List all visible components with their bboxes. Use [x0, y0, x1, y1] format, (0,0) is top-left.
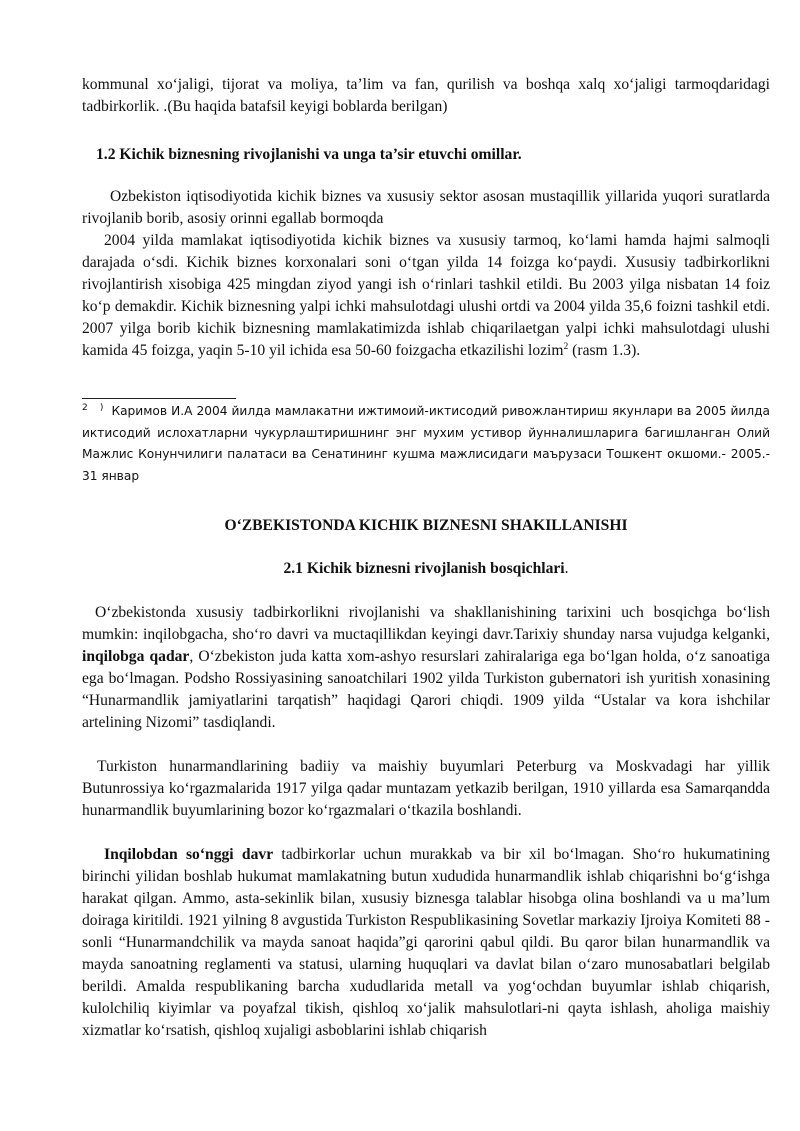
chapter-title: O‘ZBEKISTONDA KICHIK BIZNESNI SHAKILLANISHI [224, 517, 628, 534]
footnote-reference: 2 [563, 341, 569, 352]
paragraph-3-bold-phrase: Inqilobdan so‘nggi davr [104, 846, 274, 863]
footnote-number: 2 [82, 402, 88, 413]
intro-continuation-paragraph: kommunal xo‘jaligi, tijorat va moliya, ta’lim va fan, qurilish va boshqa xalq xo‘jaligi tarmoqdaridagi tadbirkorlik. .(Bu haqida batafsil keyigi boblarda berilgan) [82, 76, 770, 115]
section-2-1-heading [82, 558, 770, 580]
paragraph-2-tail: (rasm 1.3). [568, 342, 641, 359]
section-2-1-paragraph-2: Turkiston hunarmandlarining badiiy va maishiy buyumlari Peterburg va Moskvadagi har yillik Butunrossiya ko‘rgazmalarida 1917 yilga qadar muntazam yetkazib berilgan, 1910 yillarda esa Samarqandda hunarmandlik buyumlarining bozor ko‘rgazmalari o‘tkazila boshlandi. [82, 758, 770, 819]
paragraph-1-bold-phrase: inqilobga qadar [82, 648, 190, 665]
footnote-text: Каримов И.А 2004 йилда мамлакатни ижтимоий-иктисодий ривожлантириш якунлари ва 2005 йилда иктисодий ислохатларни чукурлаштиришнинг энг мухим устивор йунналишларига багишланган Олий Мажлис Конунчилиги палатаси ва Сенатининг кушма мажлисидаги маърузаси Тошкент окшоми.- 2005.- 31 январ [82, 404, 771, 483]
section-1-2-paragraph-1: Ozbekiston iqtisodiyotida kichik biznes va xususiy sektor asosan mustaqillik yillarida yuqori suratlarda rivojlanib borib, asosiy orinni egallab bormoqda [82, 188, 770, 227]
footnote-separator [82, 398, 236, 399]
paragraph-1-part-b: , O‘zbekiston juda katta xom-ashyo resurslari zahiralariga ega bo‘lgan holda, o‘z sanoatiga ega bo‘lmagan. Podsho Rossiyasining sanoatchilari 1902 yilda Turkiston gubernatori ish yuritish xonasining “Hunarmandlik jamiyatlarini tarqatish” haqidagi Qarori chiqdi. 1909 yilda “Ustalar va kora ishchilar artelining Nizomi” tasdiqlandi. [82, 648, 770, 731]
footnote-mark: ) [99, 402, 104, 413]
section-2-1-paragraph-3 [82, 844, 770, 1042]
paragraph-3-text: tadbirkorlar uchun murakkab va bir xil bo‘lmagan. Sho‘ro hukumatining birinchi yilidan boshlab hukumat mamlakatning butun xududida hunarmandlik ishlab chiqarishni bo‘g‘ishga harakat qilgan. Ammo, asta-sekinlik bilan, xususiy biznesga talablar hisobga olina boshlandi va u ma’lum doiraga kiritildi. 1921 yilning 8 avgustida Turkiston Respublikasining Sovetlar markaziy Ijroiya Komiteti 88 -sonli “Hunarmandchilik va mayda sanoat haqida”gi qarorini qabul qildi. Bu qaror bilan hunarmandlik va mayda sanoatning reglamenti va statusi, ularning huquqlari va davlat bilan o‘zaro munosabatlari belgilab berildi. Amalda respublikaning barcha xududlarida metall va yog‘ochdan buyumlar ishlab chiqarish, kulolchiliq kiyimlar va poyafzal tikish, qishloq xo‘jalik mahsulotlari-ni qayta ishlash, aholiga maishiy xizmatlar ko‘rsatish, qishloq xujaligi asboblarini ishlab chiqarish [82, 846, 770, 1039]
section-1-2-paragraph-2 [82, 230, 770, 362]
section-1-2-heading: 1.2 Kichik biznesning rivojlanishi va unga ta’sir etuvchi omillar. [96, 146, 522, 163]
section-2-1-heading-period: . [564, 560, 569, 577]
section-2-1-heading-text: 2.1 Kichik biznesni rivojlanish bosqichlari [283, 560, 565, 577]
paragraph-2-text: 2004 yilda mamlakat iqtisodiyotida kichik biznes va xususiy tarmoq, ko‘lami hamda hajmi salmoqli darajada o‘sdi. Kichik biznes korxonalari soni o‘tgan yilda 14 foizga ko‘paydi. Xususiy tadbirkorlikni rivojlantirish xisobiga 425 mingdan ziyod yangi ish o‘rinlari tashkil etildi. Bu 2003 yilga nisbatan 14 foiz ko‘p demakdir. Kichik biznesning yalpi ichki mahsulotdagi ulushi ortdi va 2004 yilda 35,6 foizni tashkil etdi. 2007 yilga borib kichik biznesning mamlakatimizda ishlab chiqarilaetgan yalpi ichki mahsulotdagi ulushi kamida 45 foizga, yaqin 5-10 yil ichida esa 50-60 foizgacha etkazilishi lozim [82, 232, 770, 359]
paragraph-1-part-a: O‘zbekistonda xususiy tadbirkorlikni rivojlanishi va shakllanishining tarixini uch bosqichga bo‘lish mumkin: inqilobgacha, sho‘ro davri va muctaqillikdan keyingi davr.Tarixiy shunday narsa vujudga kelganki, [82, 604, 770, 643]
footnote [82, 401, 770, 487]
section-2-1-paragraph-1 [82, 602, 770, 734]
